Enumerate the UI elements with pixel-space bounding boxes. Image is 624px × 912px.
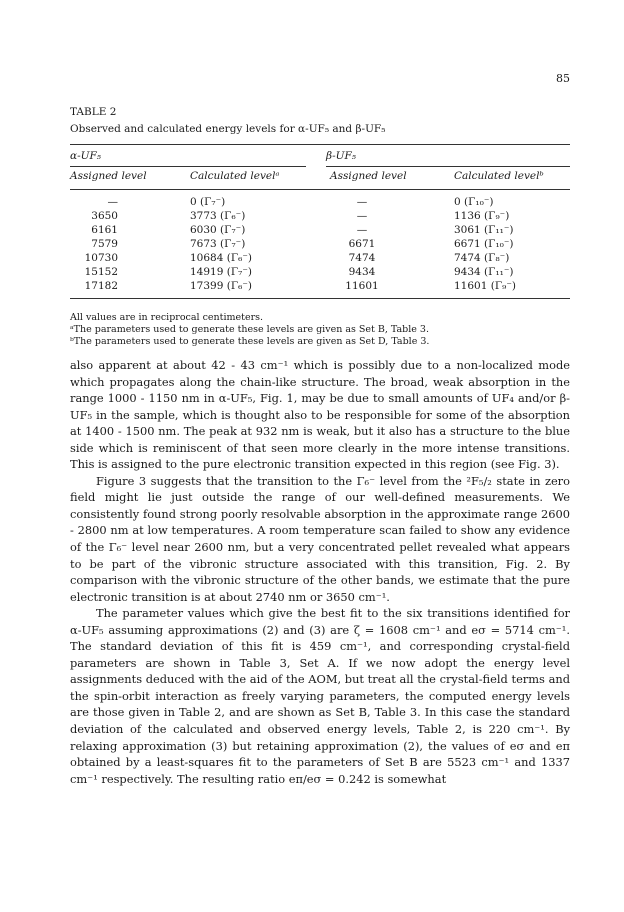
table-cell: 3650 [91, 210, 118, 222]
table-cell: 9434 (Γ₁₁⁻) [454, 266, 514, 278]
paragraph: also apparent at about 42 - 43 cm⁻¹ which is possibly due to a non-localized mode which propagates along the chain-like structure. The broad, weak absorption in the range 1000 - 1150 nm in α-UF₅, Fig. 1, may be due to small amounts of UF₄ and/or β-UF₅ in the sample, which is thought also to be responsible for some of the absorption at 1400 - 1500 nm. The peak at 932 nm is weak, but it also has a structure to the blue side which is reminiscent of that seen more clearly in the more intense transitions. This is assigned to the pure electronic transition expected in this region (see Fig. 3). [70, 358, 570, 472]
table-cell: 17399 (Γ₆⁻) [190, 280, 252, 292]
table-cell: 6030 (Γ₇⁻) [190, 224, 246, 236]
table-cell: 3061 (Γ₁₁⁻) [454, 224, 514, 236]
table-notes [70, 312, 570, 348]
table-cell: 11601 [345, 280, 379, 292]
table-cell: 7579 [91, 238, 118, 250]
header-beta-assigned: Assigned level [330, 170, 407, 182]
table-cell: 11601 (Γ₉⁻) [454, 280, 516, 292]
table-cell: 0 (Γ₁₀⁻) [454, 196, 494, 208]
table-cell: 14919 (Γ₇⁻) [190, 266, 252, 278]
paragraph: Figure 3 suggests that the transition to the Γ₆⁻ level from the ²F₅/₂ state in zero field might lie just outside the range of our well-defined measurements. We consistently found strong poorly resolvable absorption in the approximate range 2600 - 2800 nm at low temperatures. A room temperature scan failed to show any evidence of the Γ₆⁻ level near 2600 nm, but a very concentrated pellet revealed what appears to be part of the vibronic structure associated with this transition, Fig. 2. By comparison with the vibronic structure of the other bands, we estimate that the pure electronic transition is at about 2740 nm or 3650 cm⁻¹. [70, 473, 570, 604]
table-cell: 10730 [84, 252, 118, 264]
beta-group-rule [326, 166, 570, 167]
table-cell: 7673 (Γ₇⁻) [190, 238, 246, 250]
paragraph: The parameter values which give the best fit to the six transitions identified for α-UF₅ assuming approximations (2) and (3) are ζ = 1608 cm⁻¹ and eσ = 5714 cm⁻¹. The standard deviation of this fit is 459 cm⁻¹, and corresponding crystal-field parameters are shown in Table 3, Set A. If we now adopt the energy level assignments deduced with the aid of the AOM, but treat all the crystal-field terms and the spin-orbit interaction as freely varying parameters, the computed energy levels are those given in Table 2, and are shown as Set B, Table 3. In this case the standard deviation of the calculated and observed energy levels, Table 2, is 220 cm⁻¹. By relaxing approximation (3) but retaining approximation (2), the values of eσ and eπ obtained by a least-squares fit to the parameters of Set B are 5523 cm⁻¹ and 1337 cm⁻¹ respectively. The resulting ratio eπ/eσ = 0.242 is somewhat [70, 606, 570, 786]
group-header-alpha: α-UF₅ [70, 150, 101, 162]
group-header-beta: β-UF₅ [326, 150, 356, 162]
table-cell: 6161 [91, 224, 118, 236]
table-note: All values are in reciprocal centimeters. [70, 312, 264, 323]
table-cell: 6671 (Γ₁₀⁻) [454, 238, 514, 250]
table-cell: 10684 (Γ₆⁻) [190, 252, 252, 264]
table-cell: 0 (Γ₇⁻) [190, 196, 226, 208]
page-number: 85 [556, 72, 570, 85]
table-cell: 1136 (Γ₉⁻) [454, 210, 510, 222]
table-header-rule [70, 189, 570, 190]
header-alpha-assigned: Assigned level [70, 170, 147, 182]
table-top-rule [70, 144, 570, 145]
table-label: TABLE 2 [70, 106, 117, 118]
table-note: ᵃThe parameters used to generate these levels are given as Set B, Table 3. [70, 324, 429, 335]
table-cell: — [356, 210, 368, 222]
table-cell: 3773 (Γ₆⁻) [190, 210, 246, 222]
table-cell: 7474 [348, 252, 376, 264]
table-cell: 15152 [84, 266, 118, 278]
table-bottom-rule [70, 298, 570, 299]
header-beta-calculated: Calculated levelᵇ [454, 170, 544, 182]
table-caption-block [70, 104, 570, 138]
table-caption: Observed and calculated energy levels for α-UF₅ and β-UF₅ [70, 123, 386, 135]
table-cell: 6671 [348, 238, 376, 250]
table-cell: — [356, 224, 368, 236]
table-cell: 7474 (Γ₈⁻) [454, 252, 510, 264]
alpha-group-rule [70, 166, 306, 167]
table-cell: — [356, 196, 368, 208]
table-cell: — [107, 196, 118, 208]
header-alpha-calculated: Calculated levelᵃ [190, 170, 280, 182]
table-cell: 9434 [348, 266, 376, 278]
table-cell: 17182 [84, 280, 118, 292]
body-text [70, 357, 570, 787]
table-note: ᵇThe parameters used to generate these levels are given as Set D, Table 3. [70, 336, 430, 347]
